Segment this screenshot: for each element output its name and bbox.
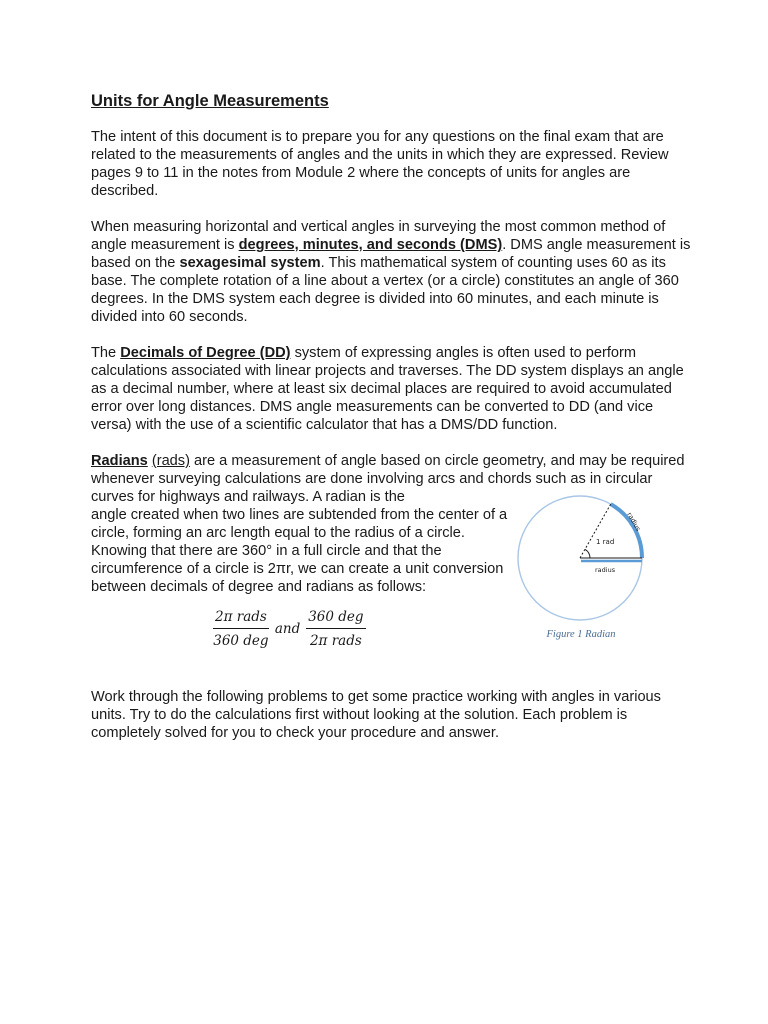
figure-caption: Figure 1 Radian bbox=[546, 629, 616, 640]
dms-text-before: When measuring horizontal and vertical angles in surveying the most common method of angle measurement is bbox=[91, 219, 666, 253]
dms-paragraph bbox=[91, 218, 691, 326]
fraction-1-denominator: 360 deg bbox=[213, 633, 269, 649]
dd-text-after: system of expressing angles is often used to perform calculations associated with linear projects and traverses. The DD system displays an angle as a decimal number, where at least six decimal places are required to avoid accumulated error over long distances. DMS angle measurements can be converted to DD (and vice versa) with the use of a scientific calculator that has a DMS/DD function. bbox=[91, 345, 684, 433]
radians-paragraph-narrow: angle created when two lines are subtended from the center of a circle, forming an arc length equal to the radius of a circle. Knowing that there are 360° in a full circle and that the circumference of a circle is 2πr, we can create a unit conversion between decimals of degree and radians as follows: bbox=[91, 507, 508, 595]
fraction-2-denominator: 2π rads bbox=[309, 633, 362, 649]
fraction-1-numerator: 2π rads bbox=[213, 608, 269, 629]
closing-paragraph: Work through the following problems to get some practice working with angles in various units. Try to do the calculations first without looking at the solution. Each problem is completely solved for you to check your procedure and answer. bbox=[91, 689, 661, 741]
angle-label: 1 rad bbox=[596, 538, 615, 546]
page-title: Units for Angle Measurements bbox=[91, 92, 329, 110]
arc-radius-label: radius bbox=[625, 511, 643, 533]
dd-paragraph bbox=[91, 344, 691, 434]
conversion-formula bbox=[213, 608, 366, 650]
sexagesimal-term: sexagesimal system bbox=[179, 255, 321, 271]
dd-term: Decimals of Degree (DD) bbox=[120, 345, 291, 361]
fraction-deg-per-rads bbox=[306, 608, 365, 650]
radian-diagram bbox=[516, 492, 656, 624]
radians-text-line-1: are a measurement of angle based on circle geometry, and may be required whenever surveying calculations are done involving arcs and chords such as in circular curves for highways and railways. A radian is the bbox=[91, 453, 685, 505]
radians-section bbox=[91, 452, 691, 688]
fraction-rads-per-deg bbox=[213, 608, 269, 650]
dms-term: degrees, minutes, and seconds (DMS) bbox=[238, 237, 503, 253]
rads-abbr: (rads) bbox=[151, 453, 190, 469]
formula-connector: and bbox=[274, 621, 301, 637]
dms-text-after: . This mathematical system of counting uses 60 as its base. The complete rotation of a line about a vertex (or a circle) constitutes an angle of 360 degrees. In the DMS system each degree is divided into 60 minutes, and each minute is divided into 60 seconds. bbox=[91, 255, 679, 325]
base-radius-label: radius bbox=[595, 566, 616, 574]
intro-paragraph: The intent of this document is to prepare you for any questions on the final exam that are related to the measurements of angles and the units in which they are expressed. Review pages 9 to 11 in the notes from Module 2 where the concepts of units for angles are described. bbox=[91, 129, 669, 199]
document-page bbox=[91, 92, 691, 760]
fraction-2-numerator: 360 deg bbox=[306, 608, 365, 629]
dms-text-middle: . DMS angle measurement is based on the bbox=[91, 237, 691, 271]
second-radius-line bbox=[580, 504, 611, 558]
angle-arc bbox=[585, 549, 590, 558]
radian-figure bbox=[516, 492, 656, 644]
radians-term: Radians bbox=[91, 453, 148, 469]
dd-text-before: The bbox=[91, 345, 121, 361]
